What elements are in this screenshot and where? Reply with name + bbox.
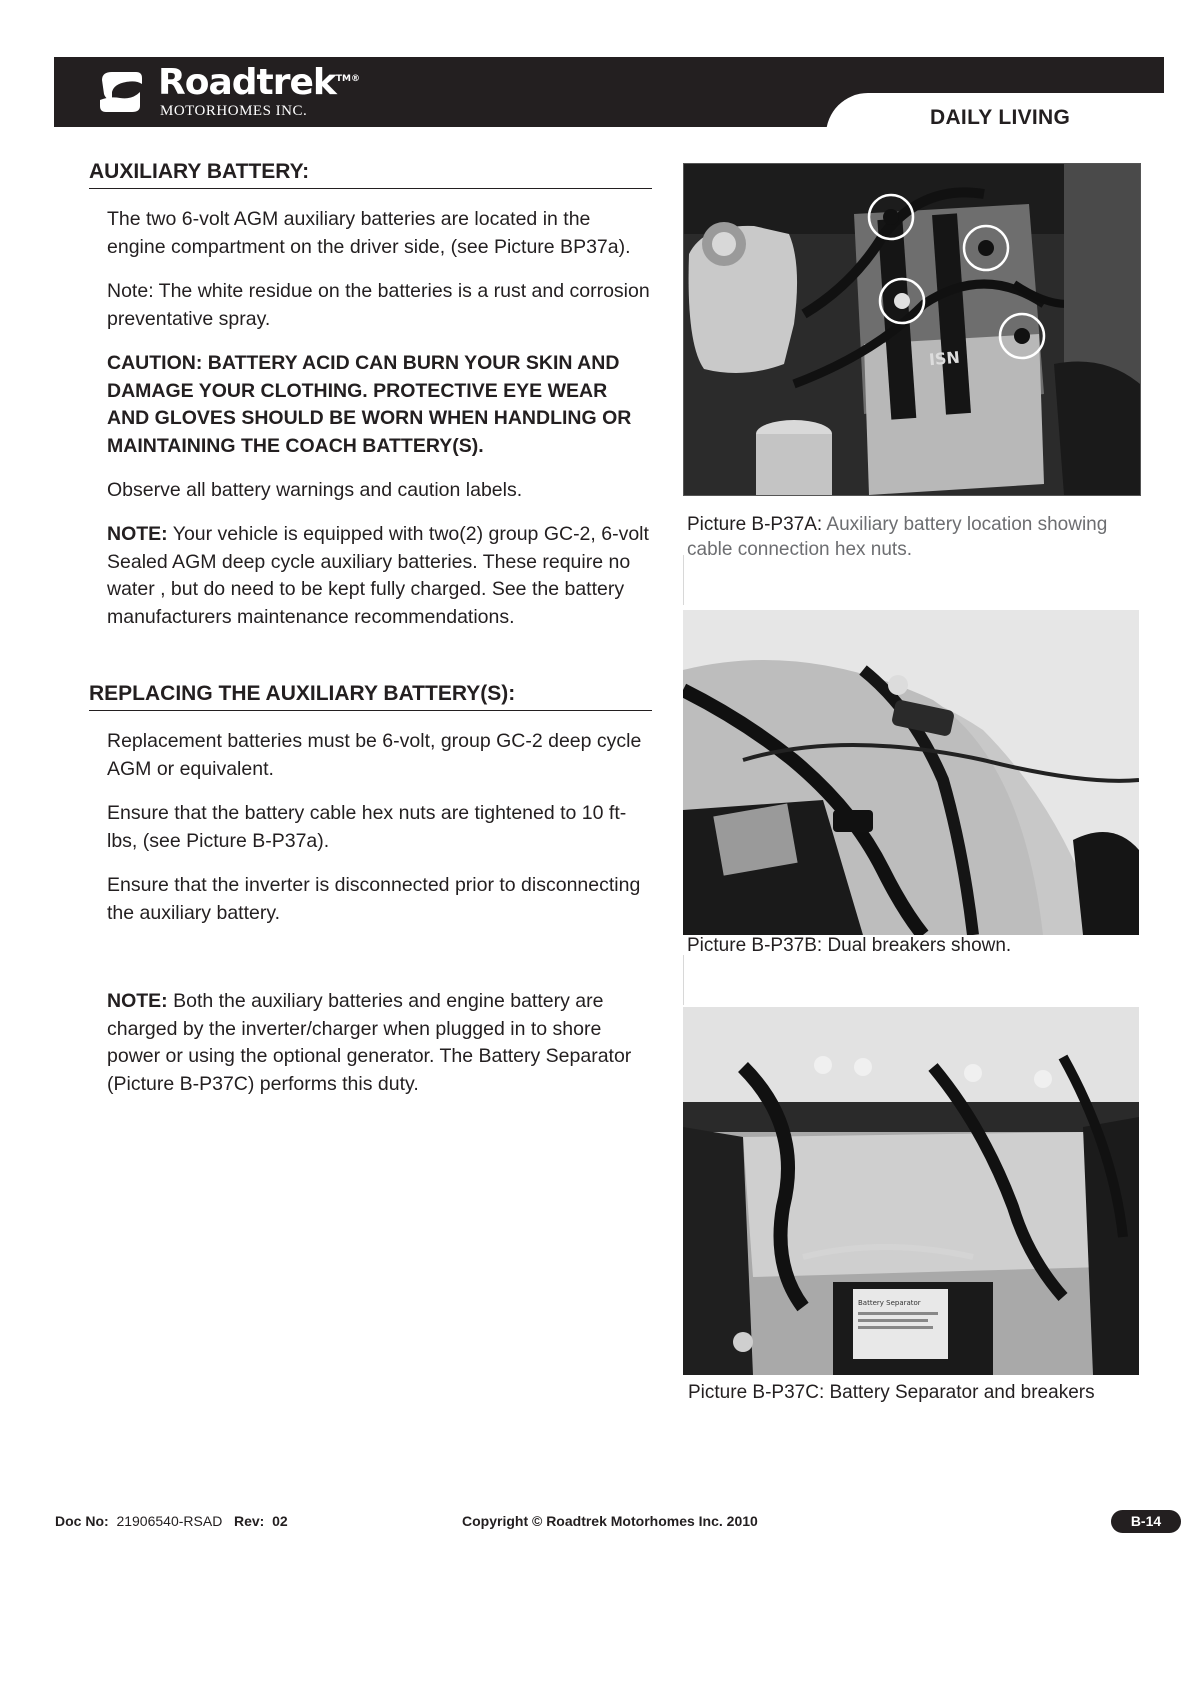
roadtrek-logo-icon <box>96 70 144 114</box>
replacing-battery-heading: REPLACING THE AUXILIARY BATTERY(S): <box>89 682 652 711</box>
breakers-photo-b <box>683 610 1139 935</box>
caption-b-p37c: Picture B-P37C: Battery Separator and breakers <box>688 1382 1095 1403</box>
picture-b-p37c <box>683 1007 1139 1375</box>
caption-description: Auxiliary battery location showing cable connection hex nuts. <box>687 514 1108 560</box>
brand-name: Roadtrek$^{TM®}$ <box>158 62 360 103</box>
caption-b-p37a <box>687 512 1147 562</box>
note-label: NOTE: <box>107 990 168 1012</box>
note-text: Your vehicle is equipped with two(2) group GC-2, 6-volt Sealed AGM deep cycle auxiliary batteries. These require no water , but do need to be kept fully charged. See the battery manufacturers maintenance recommendations. <box>107 523 649 628</box>
doc-number: Doc No: 21906540-RSAD Rev: 02 <box>55 1513 288 1529</box>
caption-label: Picture B-P37A: <box>687 514 823 535</box>
section-title: DAILY LIVING <box>930 106 1071 129</box>
caption-b-p37b: Picture B-P37B: Dual breakers shown. <box>687 935 1012 956</box>
paragraph-replacement-spec: Replacement batteries must be 6-volt, group GC-2 deep cycle AGM or equivalent. <box>107 730 642 780</box>
paragraph-residue-note: Note: The white residue on the batteries is a rust and corrosion preventative spray. <box>107 280 650 330</box>
note-battery-type <box>107 521 652 631</box>
column-divider <box>683 555 684 605</box>
battery-photo-a <box>684 164 1140 495</box>
column-divider <box>683 955 684 1005</box>
paragraph-torque: Ensure that the battery cable hex nuts are tightened to 10 ft-lbs, (see Picture B-P37a). <box>107 802 627 852</box>
copyright: Copyright © Roadtrek Motorhomes Inc. 2010 <box>462 1513 758 1529</box>
paragraph-observe-warnings: Observe all battery warnings and caution labels. <box>107 479 523 501</box>
paragraph-location: The two 6-volt AGM auxiliary batteries are located in the engine compartment on the driver side, (see Picture BP37a). <box>107 208 631 258</box>
battery-brand-label: ISN <box>928 347 961 370</box>
brand-trademark: TM® <box>335 74 360 84</box>
note-charging <box>107 988 652 1098</box>
separator-label-text: Battery Separator <box>858 1299 921 1307</box>
picture-b-p37a <box>683 163 1141 496</box>
caution-warning: CAUTION: BATTERY ACID CAN BURN YOUR SKIN AND DAMAGE YOUR CLOTHING. PROTECTIVE EYE WEAR AND GLOVES SHOULD BE WORN WHEN HANDLING OR MAINTAINING THE COACH BATTERY(S). <box>107 352 632 457</box>
note-text: Both the auxiliary batteries and engine battery are charged by the inverter/charger when plugged in to shore power or using the optional generator. The Battery Separator (Picture B-P37C) performs this duty. <box>107 990 632 1095</box>
paragraph-disconnect-inverter: Ensure that the inverter is disconnected prior to disconnecting the auxiliary battery. <box>107 874 641 924</box>
separator-photo-c <box>683 1007 1139 1375</box>
picture-b-p37b <box>683 610 1139 935</box>
brand-subtitle: MOTORHOMES INC. <box>160 103 308 119</box>
page-number: B-14 <box>1111 1510 1181 1533</box>
note-label: NOTE: <box>107 523 168 545</box>
auxiliary-battery-heading: AUXILIARY BATTERY: <box>89 160 652 189</box>
